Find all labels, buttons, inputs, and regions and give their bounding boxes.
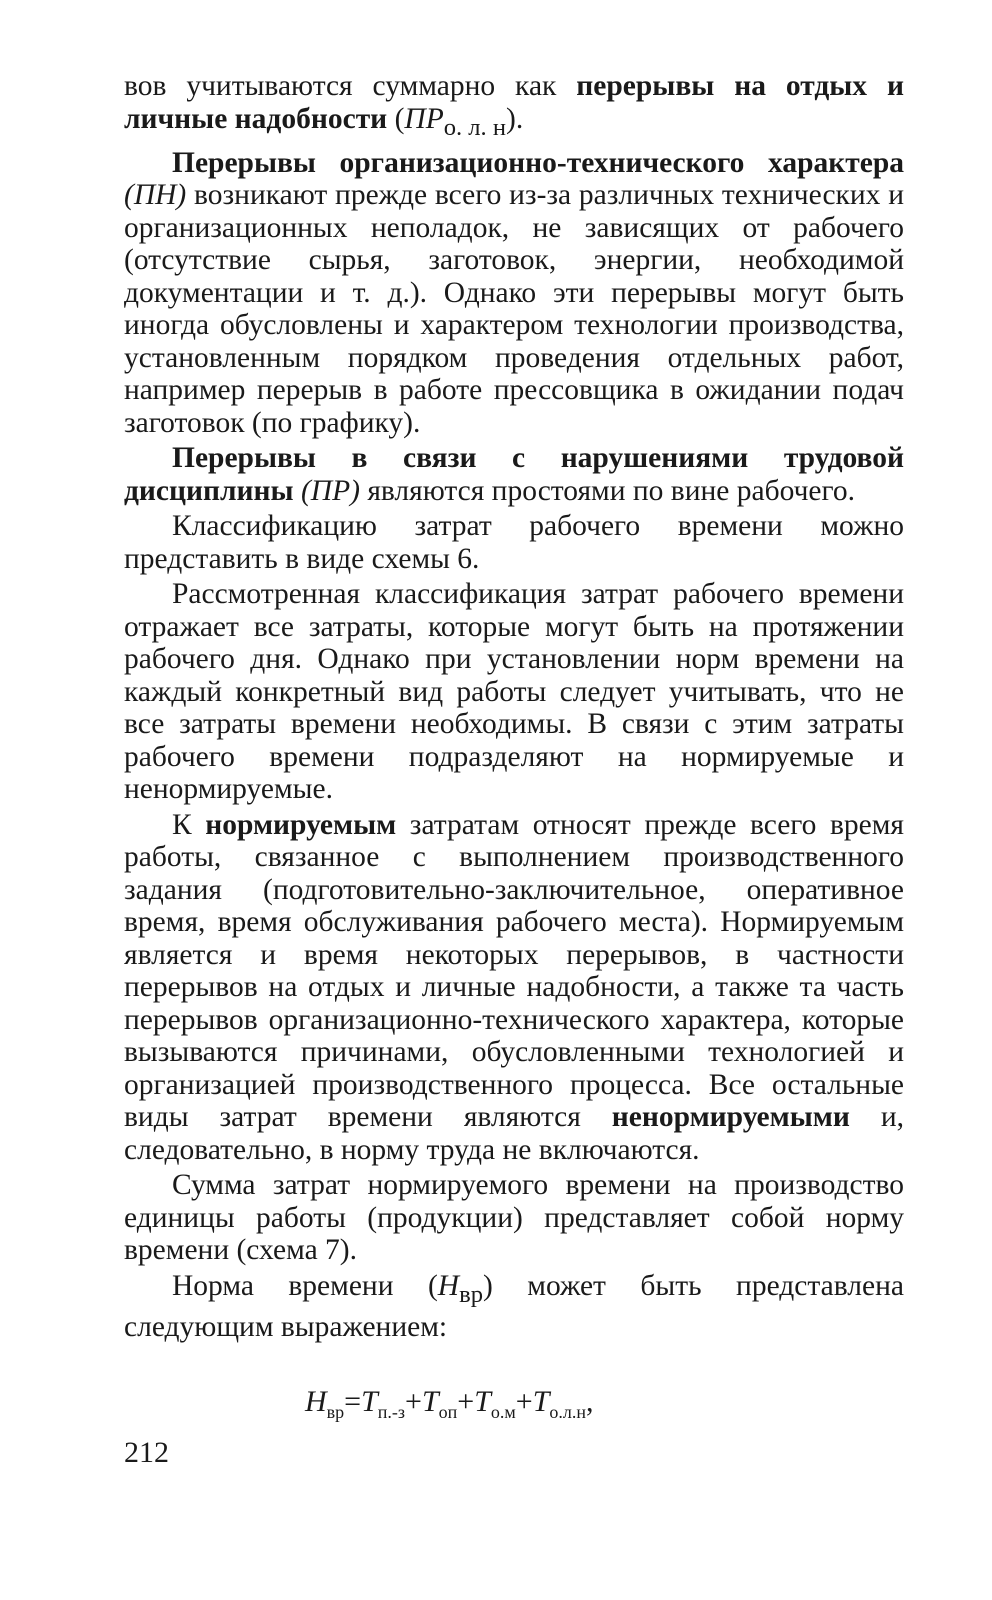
paragraph-7 bbox=[124, 1169, 904, 1267]
text-run: затратам относят прежде всего время работы, связанное с выполнением производственного задания (подготовительно-заключительное, оперативное время, время обслуживания рабочего места). Нормируемым является и время некоторых перерывов, в частности перерывов на отдых и личные надобности, а также та часть перерывов организационно-технического характера, которые вызываются причинами, обусловленными технологией и организацией производственного процесса. Все остальные виды затрат времени являются bbox=[124, 808, 904, 1134]
text-run: и, следовательно, в норму труда не включаются. bbox=[124, 1101, 904, 1166]
paragraph-8 bbox=[124, 1270, 904, 1344]
paragraph-4 bbox=[124, 510, 904, 575]
text-run: Норма времени ( bbox=[172, 1269, 438, 1302]
text-run bbox=[294, 475, 301, 507]
text-run: К bbox=[172, 808, 206, 841]
body-text bbox=[124, 70, 904, 1344]
text-run: Классификацию затрат рабочего времени можно представить в виде схемы 6. bbox=[124, 510, 904, 575]
text-run: вов учитываются суммарно как bbox=[124, 70, 577, 102]
formula-subscript: вр bbox=[326, 1402, 345, 1422]
paragraph-2 bbox=[124, 147, 904, 440]
formula-subscript: п.-з bbox=[377, 1402, 406, 1422]
text-run: ). bbox=[506, 102, 524, 135]
symbol-subscript: о. л. н bbox=[443, 113, 507, 141]
term-normed: нормируемым bbox=[205, 808, 397, 841]
text-run: Сумма затрат нормируемого времени на производство единицы работы (продукции) представляет собой норму времени (схема 7). bbox=[124, 1169, 904, 1267]
formula-operator: = bbox=[344, 1385, 362, 1418]
text-run: ( bbox=[387, 102, 405, 135]
paragraph-1 bbox=[124, 70, 904, 144]
term-rest-personal-needs: перерывы на отдых и личные надобности bbox=[124, 70, 904, 135]
text-run: ) может быть представлена следующим выражением: bbox=[124, 1269, 904, 1344]
formula-symbol: T bbox=[532, 1385, 550, 1418]
time-norm-formula bbox=[305, 1385, 594, 1423]
text-run: Рассмотренная классификация затрат рабочего времени отражает все затраты, которые могут быть на протяжении рабочего дня. Однако при установлении норм времени на каждый конкретный вид работы следует учитывать, что не все затраты времени необходимы. В связи с этим затраты рабочего времени подразделяют на нормируемые и ненормируемые. bbox=[124, 578, 904, 806]
paragraph-6 bbox=[124, 809, 904, 1167]
formula-symbol: T bbox=[421, 1385, 439, 1418]
page-number: 212 bbox=[124, 1436, 169, 1469]
text-run: возникают прежде всего из-за различных технических и организационных неполадок, не зависящих от рабочего (отсутствие сырья, заготовок, энергии, необходимой документации и т. д.). Однако эти перерывы могут быть иногда обусловлены и характером технологии производства, установленным порядком проведения отдельных работ, например перерыв в работе прессовщика в ожидании подач заготовок (по графику). bbox=[124, 179, 904, 439]
term-non-normed: ненормируемыми bbox=[611, 1101, 850, 1134]
formula-punctuation: , bbox=[586, 1385, 594, 1418]
formula-operator: + bbox=[405, 1385, 422, 1418]
formula-operator: + bbox=[515, 1385, 533, 1418]
paragraph-5 bbox=[124, 578, 904, 806]
term-discipline-breaks: Перерывы в связи с нарушениями трудовой дисциплины bbox=[124, 442, 904, 507]
symbol-subscript: вр bbox=[459, 1280, 483, 1308]
formula-operator: + bbox=[457, 1385, 475, 1418]
paragraph-3 bbox=[124, 442, 904, 507]
term-org-tech-breaks: Перерывы организационно-технического характера bbox=[172, 146, 904, 179]
symbol-pr: (ПР) bbox=[300, 474, 360, 507]
text-run: являются простоями по вине рабочего. bbox=[359, 474, 856, 507]
formula-subscript: о.м bbox=[490, 1402, 516, 1422]
formula-symbol: T bbox=[361, 1385, 378, 1418]
symbol-pr: ПР bbox=[404, 102, 444, 135]
symbol-pn: (ПН) bbox=[124, 179, 187, 212]
formula-subscript: о.л.н bbox=[549, 1402, 587, 1422]
symbol-n: Н bbox=[437, 1269, 460, 1302]
formula-subscript: оп bbox=[438, 1402, 458, 1422]
formula-symbol: T bbox=[474, 1385, 491, 1418]
formula-symbol: Н bbox=[305, 1385, 327, 1418]
